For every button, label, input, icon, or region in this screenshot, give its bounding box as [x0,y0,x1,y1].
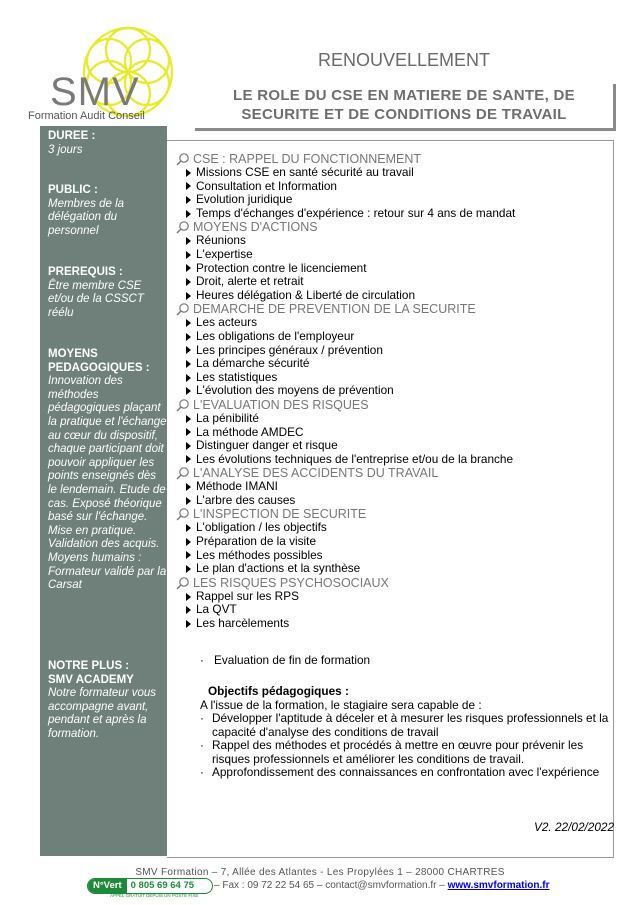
list-item [176,439,616,453]
duration-label: DUREE : [48,130,96,142]
list-item [176,371,616,385]
list-item [176,166,616,180]
list-item [176,590,616,604]
bullet-dot-icon: · [200,711,204,725]
list-item [176,480,616,494]
section-title [176,466,616,480]
list-item-text: Les obligations de l'employeur [196,328,355,343]
nvert-note: APPEL GRATUIT DEPUIS UN POSTE FIXE [110,893,199,898]
methods-label: MOYENS PEDAGOGIQUES : [48,348,150,374]
public-value: Membres de la délégation du personnel [48,197,125,237]
list-item-text: Temps d'échanges d'expérience : retour sur 4 ans de mandat [196,205,516,220]
methods-value: Innovation des méthodes pédagogiques plaçant la pratique et l'échange au cœur du dispositif, chaque participant doit pouvoir appliquer les points enseignés dès le lendemain. Etude de cas. Exposé théorique basé sur l'échange. Mise en pratique. Validation des acquis. Moyens humains : Formateur validé par la Carsat [48,375,167,592]
list-item [176,207,616,221]
list-item [176,262,616,276]
list-item-text: La méthode AMDEC [196,424,304,439]
list-item [176,180,616,194]
triangle-bullet-icon [186,455,191,463]
list-item [176,549,616,563]
list-item-text: Les principes généraux / prévention [196,342,383,357]
objective-text: Approfondissement des connaissances en confrontation avec l'expérience [212,765,600,780]
magnifier-icon [176,302,190,316]
list-item-text: Droit, alerte et retrait [196,274,304,289]
magnifier-icon [176,220,190,234]
section-title [176,220,616,234]
list-item-text: Evolution juridique [196,192,293,207]
program-section [176,302,616,398]
renewal-label: RENOUVELLEMENT [318,50,491,70]
list-item-text: Heures délégation & Liberté de circulation [196,287,416,302]
magnifier-icon [176,398,190,412]
triangle-bullet-icon [186,251,191,259]
list-item [176,357,616,371]
list-item-text: L'obligation / les objectifs [196,520,327,535]
triangle-bullet-icon [186,346,191,354]
list-item [176,344,616,358]
triangle-bullet-icon [186,387,191,395]
list-item-text: Le plan d'actions et la synthèse [196,561,361,576]
duration-block [48,130,168,157]
nvert-number: 0 805 69 64 75 [130,880,195,891]
title-line-1: LE ROLE DU CSE EN MATIERE DE SANTE, DE [233,87,575,104]
list-item [176,453,616,467]
list-item [176,289,616,303]
bullet-dot-icon: · [200,653,204,667]
section-title-text: CSE : RAPPEL DU FONCTIONNEMENT [193,152,422,166]
list-item-text: L'évolution des moyens de prévention [196,383,394,398]
prereq-label: PREREQUIS : [48,266,123,278]
list-item [176,426,616,440]
magnifier-icon [176,576,190,590]
objectives-intro: A l'issue de la formation, le stagiaire sera capable de : [200,698,482,712]
triangle-bullet-icon [186,497,191,505]
triangle-bullet-icon [186,182,191,190]
footer-address: SMV Formation – 7, Allée des Atlantes - Les Propylées 1 – 28000 CHARTRES [135,867,505,878]
triangle-bullet-icon [186,319,191,327]
academy-label: SMV ACADEMY [48,673,134,686]
list-item [176,330,616,344]
objective-item [200,712,618,739]
section-title-text: L'INSPECTION DE SECURITE [193,507,367,522]
triangle-bullet-icon [186,483,191,491]
list-item-text: La démarche sécurité [196,356,310,371]
section-title [176,152,616,166]
triangle-bullet-icon [186,524,191,532]
triangle-bullet-icon [186,374,191,382]
triangle-bullet-icon [186,551,191,559]
plus-value: Notre formateur vous accompagne avant, pendant et après la formation. [48,687,157,740]
public-label: PUBLIC : [48,184,98,196]
list-item-text: Méthode IMANI [196,479,278,494]
triangle-bullet-icon [186,442,191,450]
list-item [176,603,616,617]
objectives-title: Objectifs pédagogiques : [208,684,349,698]
list-item [176,275,616,289]
objective-item [200,739,618,766]
objective-text: Développer l'aptitude à déceler et à mesurer les risques professionnels et la capacité d'analyse des conditions de travail [212,711,609,739]
section-title-text: MOYENS D'ACTIONS [193,220,318,235]
list-item-text: Préparation de la visite [196,534,317,549]
list-item [176,412,616,426]
triangle-bullet-icon [186,428,191,436]
methods-block [48,348,168,593]
logo-tagline: Formation Audit Conseil [28,110,145,122]
list-item-text: Rappel sur les RPS [196,588,299,603]
list-item-text: Réunions [196,233,246,248]
list-item-text: L'arbre des causes [196,492,296,507]
list-item [176,234,616,248]
evaluation-text: Evaluation de fin de formation [214,653,371,667]
triangle-bullet-icon [186,169,191,177]
magnifier-icon [176,466,190,480]
prereq-value: Être membre CSE et/ou de la CSSCT réélu [48,279,144,319]
evaluation-item [200,654,620,668]
list-item [176,384,616,398]
section-title [176,398,616,412]
program-section [176,220,616,302]
nvert-label: N°Vert [88,879,127,893]
title-line-2: SECURITE ET DE CONDITIONS DE TRAVAIL [241,106,567,123]
triangle-bullet-icon [186,210,191,218]
triangle-bullet-icon [186,538,191,546]
footer-contact [214,880,549,891]
section-title-text: L'ANALYSE DES ACCIDENTS DU TRAVAIL [193,466,439,481]
triangle-bullet-icon [186,333,191,341]
logo-name: SMV [50,70,140,114]
triangle-bullet-icon [186,237,191,245]
triangle-bullet-icon [186,264,191,272]
section-title-text: LES RISQUES PSYCHOSOCIAUX [193,575,389,590]
company-logo [28,22,178,127]
list-item-text: L'expertise [196,246,253,261]
objective-item [200,766,618,780]
program-section [176,507,616,575]
list-item [176,494,616,508]
list-item [176,521,616,535]
list-item-text: Protection contre le licenciement [196,260,367,275]
public-block [48,184,168,238]
list-item [176,562,616,576]
list-item-text: Les harcèlements [196,616,290,631]
section-title-text: L'EVALUATION DES RISQUES [193,397,369,412]
list-item [176,248,616,262]
list-item-text: Les statistiques [196,369,278,384]
triangle-bullet-icon [186,565,191,573]
program-section [176,576,616,631]
bullet-dot-icon: · [200,765,204,780]
list-item-text: Missions CSE en santé sécurité au travail [196,165,414,179]
triangle-bullet-icon [186,593,191,601]
list-item [176,193,616,207]
section-title-text: DEMARCHE DE PREVENTION DE LA SECURITE [193,302,476,317]
list-item-text: Les acteurs [196,315,257,330]
page-title [195,86,613,124]
list-item-text: Consultation et Information [196,178,337,193]
objectives-list [200,712,618,780]
triangle-bullet-icon [186,196,191,204]
bullet-dot-icon: · [200,738,204,753]
list-item-text: Les évolutions techniques de l'entreprise et/ou de la branche [196,451,514,466]
program-section [176,466,616,507]
triangle-bullet-icon [186,606,191,614]
list-item-text: La pénibilité [196,410,259,425]
website-link[interactable]: www.smvformation.fr [447,880,550,891]
objective-text: Rappel des méthodes et procédés à mettre en œuvre pour prévenir les risques professionnels et améliorer les conditions de travail. [212,738,584,766]
triangle-bullet-icon [186,415,191,423]
prereq-block [48,266,168,320]
title-box [195,84,616,131]
program-content [176,152,616,631]
triangle-bullet-icon [186,292,191,300]
toll-free-badge[interactable] [87,878,213,894]
program-section [176,152,616,220]
plus-block [48,660,168,742]
list-item [176,316,616,330]
contact-text: – Fax : 09 72 22 54 65 – contact@smvformation.fr – [214,880,445,891]
list-item-text: La QVT [196,602,237,617]
version-label: V2. 22/02/2022 [534,820,615,834]
list-item-text: Distinguer danger et risque [196,438,338,453]
plus-label: NOTRE PLUS : [48,660,130,672]
duration-value: 3 jours [48,143,83,156]
list-item [176,535,616,549]
triangle-bullet-icon [186,278,191,286]
magnifier-icon [176,507,190,521]
section-title [176,576,616,590]
triangle-bullet-icon [186,620,191,628]
magnifier-icon [176,152,190,166]
evaluation-row [200,654,620,668]
list-item-text: Les méthodes possibles [196,547,323,562]
list-item [176,617,616,631]
section-title [176,302,616,316]
program-section [176,398,616,466]
section-title [176,507,616,521]
triangle-bullet-icon [186,360,191,368]
info-sidebar [40,126,167,856]
